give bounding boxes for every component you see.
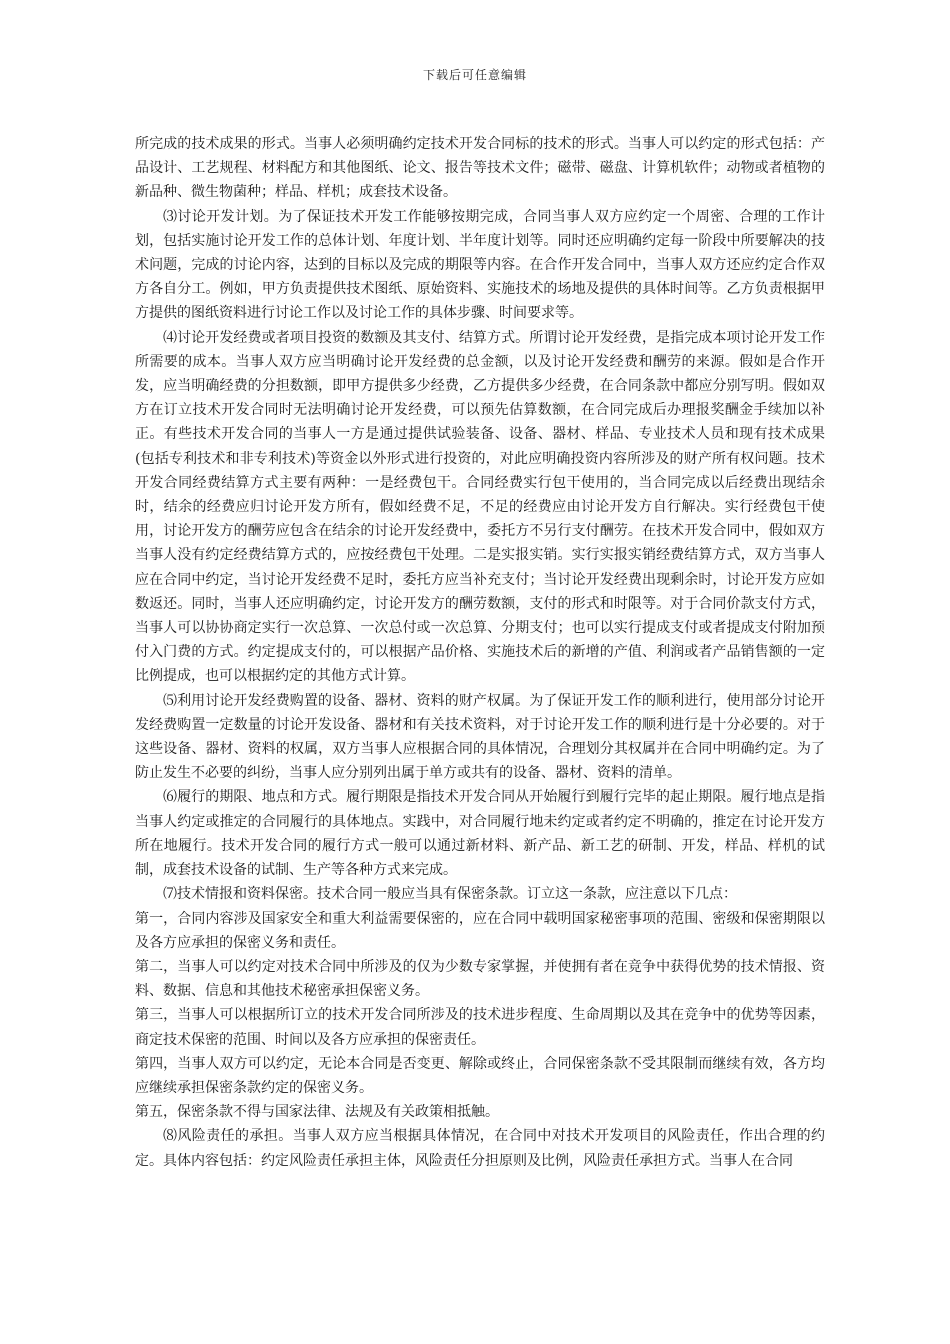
paragraph: ⑸利用讨论开发经费购置的设备、器材、资料的财产权属。为了保证开发工作的顺利进行，使用部分讨论开发经费购置一定数量的讨论开发设备、器材和有关技术资料，对于讨论开发工作的顺利进行是十分必要的。对于这些设备、器材、资料的权属，双方当事人应根据合同的具体情况，合理划分其权属并在合同中明确约定。为了防止发生不必要的纠纷，当事人应分别列出属于单方或共有的设备、器材、资料的清单。 <box>135 692 825 782</box>
paragraph: 第一，合同内容涉及国家安全和重大利益需要保密的，应在合同中载明国家秘密事项的范围、密级和保密期限以及各方应承担的保密义务和责任。 <box>135 910 825 951</box>
paragraph: 第五，保密条款不得与国家法律、法规及有关政策相抵触。 <box>135 1104 499 1121</box>
paragraph: ⑻风险责任的承担。当事人双方应当根据具体情况，在合同中对技术开发项目的风险责任，作出合理的约定。具体内容包括：约定风险责任承担主体，风险责任分担原则及比例，风险责任承担方式。当事人在合同 <box>135 1128 825 1169</box>
paragraph: ⑶讨论开发计划。为了保证技术开发工作能够按期完成，合同当事人双方应约定一个周密、合理的工作计划，包括实施讨论开发工作的总体计划、年度计划、半年度计划等。同时还应明确约定每一阶段中所要解决的技术问题，完成的讨论内容，达到的目标以及完成的期限等内容。在合作开发合同中，当事人双方还应约定合作双方各自分工。例如，甲方负责提供技术图纸、原始资料、实施技术的场地及提供的具体时间等。乙方负责根据甲方提供的图纸资料进行讨论工作以及讨论工作的具体步骤、时间要求等。 <box>135 208 825 322</box>
paragraph: 第二，当事人可以约定对技术合同中所涉及的仅为少数专家掌握，并使拥有者在竞争中获得优势的技术情报、资料、数据、信息和其他技术秘密承担保密义务。 <box>135 958 825 1000</box>
page-header: 下载后可任意编辑 <box>422 68 527 82</box>
paragraph: 所完成的技术成果的形式。当事人必须明确约定技术开发合同标的技术的形式。当事人可以约定的形式包括：产品设计、工艺规程、材料配方和其他图纸、论文、报告等技术文件；磁带、磁盘、计算机软件；动物或者植物的新品种、微生物菌种；样品、样机；成套技术设备。 <box>135 136 825 201</box>
paragraph: 第四，当事人双方可以约定，无论本合同是否变更、解除或终止，合同保密条款不受其限制而继续有效，各方均应继续承担保密条款约定的保密义务。 <box>135 1055 825 1096</box>
paragraph: ⑺技术情报和资料保密。技术合同一般应当具有保密条款。订立这一条款，应注意以下几点： <box>163 886 737 903</box>
document-body <box>135 132 825 1173</box>
paragraph: 第三，当事人可以根据所订立的技术开发合同所涉及的技术进步程度、生命周期以及其在竞争中的优势等因素，商定技术保密的范围、时间以及各方应承担的保密责任。 <box>135 1007 825 1048</box>
paragraph: ⑷讨论开发经费或者项目投资的数额及其支付、结算方式。所谓讨论开发经费，是指完成本项讨论开发工作所需要的成本。当事人双方应当明确讨论开发经费的总金额，以及讨论开发经费和酬劳的来源。假如是合作开发，应当明确经费的分担数额，即甲方提供多少经费，乙方提供多少经费，在合同条款中都应分别写明。假如双方在订立技术开发合同时无法明确讨论开发经费，可以预先估算数额，在合同完成后办理报奖酬金手续加以补正。有些技术开发合同的当事人一方是通过提供试验装备、设备、器材、样品、专业技术人员和现有技术成果(包括专利技术和非专利技术)等资金以外形式进行投资的，对此应明确投资内容所涉及的财产所有权问题。技术开发合同经费结算方式主要有两种：一是经费包干。合同经费实行包干使用的，当合同完成以后经费出现结余时，结余的经费应归讨论开发方所有，假如经费不足，不足的经费应由讨论开发方自行解决。实行经费包干使用，讨论开发方的酬劳应包含在结余的讨论开发经费中，委托方不另行支付酬劳。在技术开发合同中，假如双方当事人没有约定经费结算方式的，应按经费包干处理。二是实报实销。实行实报实销经费结算方式，双方当事人应在合同中约定，当讨论开发经费不足时，委托方应当补充支付；当讨论开发经费出现剩余时，讨论开发方应如数返还。同时，当事人还应明确约定，讨论开发方的酬劳数额，支付的形式和时限等。对于合同价款支付方式，当事人可以协协商定实行一次总算、一次总付或一次总算、分期支付；也可以实行提成支付或者提成支付附加预付入门费的方式。约定提成支付的，可以根据产品价格、实施技术后的新增的产值、利润或者产品销售额的一定比例提成，也可以根据约定的其他方式计算。 <box>135 329 825 685</box>
paragraph: ⑹履行的期限、地点和方式。履行期限是指技术开发合同从开始履行到履行完毕的起止期限。履行地点是指当事人约定或推定的合同履行的具体地点。实践中，对合同履行地未约定或者约定不明确的，推定在讨论开发方所在地履行。技术开发合同的履行方式一般可以通过新材料、新产品、新工艺的研制、开发，样品、样机的试制，成套技术设备的试制、生产等各种方式来完成。 <box>135 789 825 879</box>
